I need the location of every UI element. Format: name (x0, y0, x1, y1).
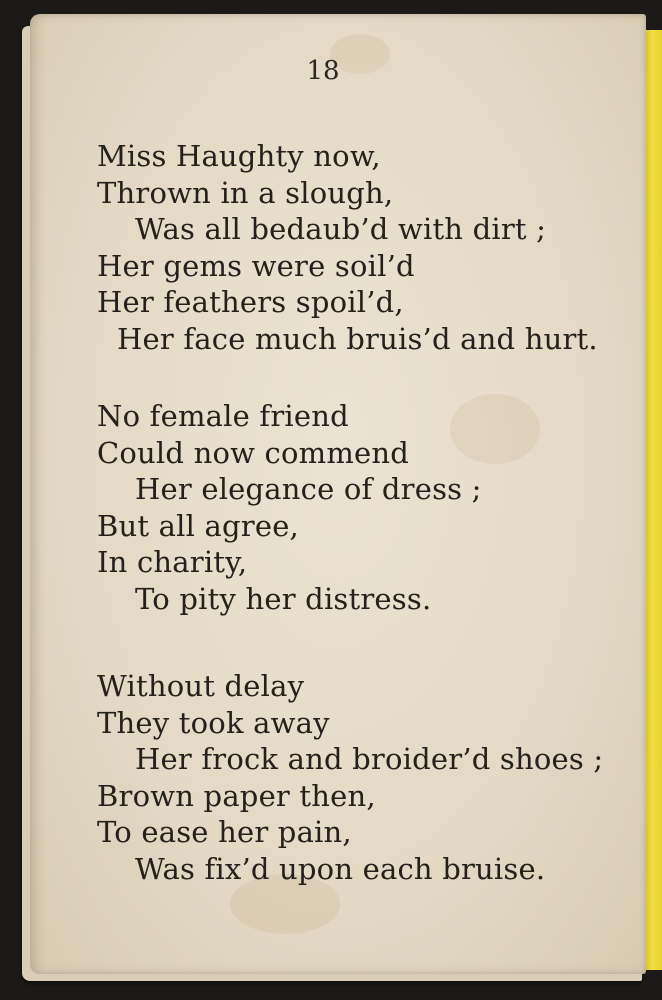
verse-line: No female friend (97, 399, 349, 433)
verse-line: Could now commend (97, 435, 410, 470)
verse-line: Her face much bruis’d and hurt. (117, 321, 598, 356)
verse-line: To ease her pain, (97, 815, 352, 849)
verse-line: Miss Haughty now, (97, 139, 381, 173)
verse-line: Was fix’d upon each bruise. (135, 851, 546, 886)
verse-line: To pity her distress. (135, 581, 432, 616)
verse-line: Without delay (97, 669, 305, 703)
verse-line: Her frock and broider’d shoes ; (135, 742, 604, 776)
verse-line: In charity, (97, 545, 248, 579)
verse-line: Brown paper then, (97, 778, 376, 813)
verse-line: Her gems were soil’d (97, 248, 415, 283)
verse-line: They took away (97, 705, 330, 740)
verse-line: Thrown in a slough, (97, 175, 394, 210)
stanza-2 (97, 398, 617, 617)
verse-line: But all agree, (97, 508, 299, 543)
verse-line: Her elegance of dress ; (135, 472, 482, 506)
verse-line: Was all bedaub’d with dirt ; (135, 212, 547, 246)
stanza-1 (97, 138, 617, 357)
book-page (30, 14, 646, 974)
page-number: 18 (306, 56, 340, 86)
verse-line: Her feathers spoil’d, (97, 285, 404, 319)
stanza-3 (97, 668, 617, 887)
book-cover-edge (646, 30, 662, 970)
